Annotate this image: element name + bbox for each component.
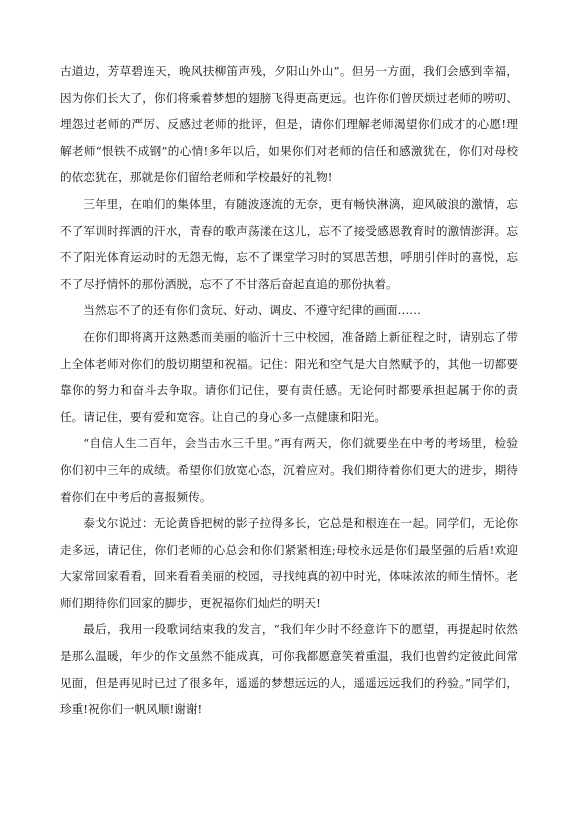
paragraph-2: 三年里，在咱们的集体里，有随波逐流的无奈，更有畅快淋漓，迎风破浪的激情，忘不了军训时挥洒的汗水，青春的歌声荡漾在这儿，忘不了接受感恩教育时的激情澎湃。忘不了阳光体育运动时的无怨无悔，忘不了课堂学习时的冥思苦想，呼朋引伴时的喜悦，忘不了尽抒情怀的那份洒脱，忘不了不甘落后奋起直追的那份执着。 (60, 196, 518, 291)
paragraph-7: 最后，我用一段歌词结束我的发言，“我们年少时不经意许下的愿望，再提起时依然是那么温暖，年少的作文虽然不能成真，可你我都愿意笑着重温，我们也曾约定彼此间常见面，但是再见时已过了很多年，遥遥的梦想远远的人，遥遥远远我们的矜验。”同学们，珍重!祝你们一帆风顺!谢谢! (60, 622, 518, 717)
paragraph-3: 当然忘不了的还有你们贪玩、好动、调皮、不遵守纪律的画面…… (83, 303, 421, 318)
paragraph-6: 泰戈尔说过：无论黄昏把树的影子拉得多长，它总是和根连在一起。同学们，无论你走多远，请记住，你们老师的心总会和你们紧紧相连;母校永远是你们最坚强的后盾!欢迎大家常回家看看，回来看看美丽的校园，寻找纯真的初中时光，体味浓浓的师生情怀。老师们期待你们回家的脚步，更祝福你们灿烂的明天! (60, 516, 518, 610)
paragraph-1: 古道边，芳草碧连天，晚风扶柳笛声残，夕阳山外山”。但另一方面，我们会感到幸福，因为你们长大了，你们将乘着梦想的翅膀飞得更高更远。也许你们曾厌烦过老师的唠叨、埋怨过老师的严厉、反感过老师的批评，但是，请你们理解老师渴望你们成才的心愿!理解老师“恨铁不成钢”的心情!多年以后，如果你们对老师的信任和感激犹在，你们对母校的依恋犹在，那就是你们留给老师和学校最好的礼物! (60, 64, 518, 185)
paragraph-4: 在你们即将离开这熟悉而美丽的临沂十三中校园，准备踏上新征程之时，请别忘了带上全体老师对你们的殷切期望和祝福。记住：阳光和空气是大自然赋予的，其他一切都要靠你的努力和奋斗去争取。请你们记住，要有责任感。无论何时都要承担起属于你的责任。请记住，要有爱和宽容。让自己的身心多一点健康和阳光。 (60, 329, 518, 424)
document-body (60, 58, 518, 723)
paragraph-5: “自信人生二百年，会当击水三千里。”再有两天，你们就要坐在中考的考场里，检验你们初中三年的成绩。希望你们放宽心态，沉着应对。我们期待着你们更大的进步，期待着你们在中考后的喜报频传。 (60, 436, 518, 504)
